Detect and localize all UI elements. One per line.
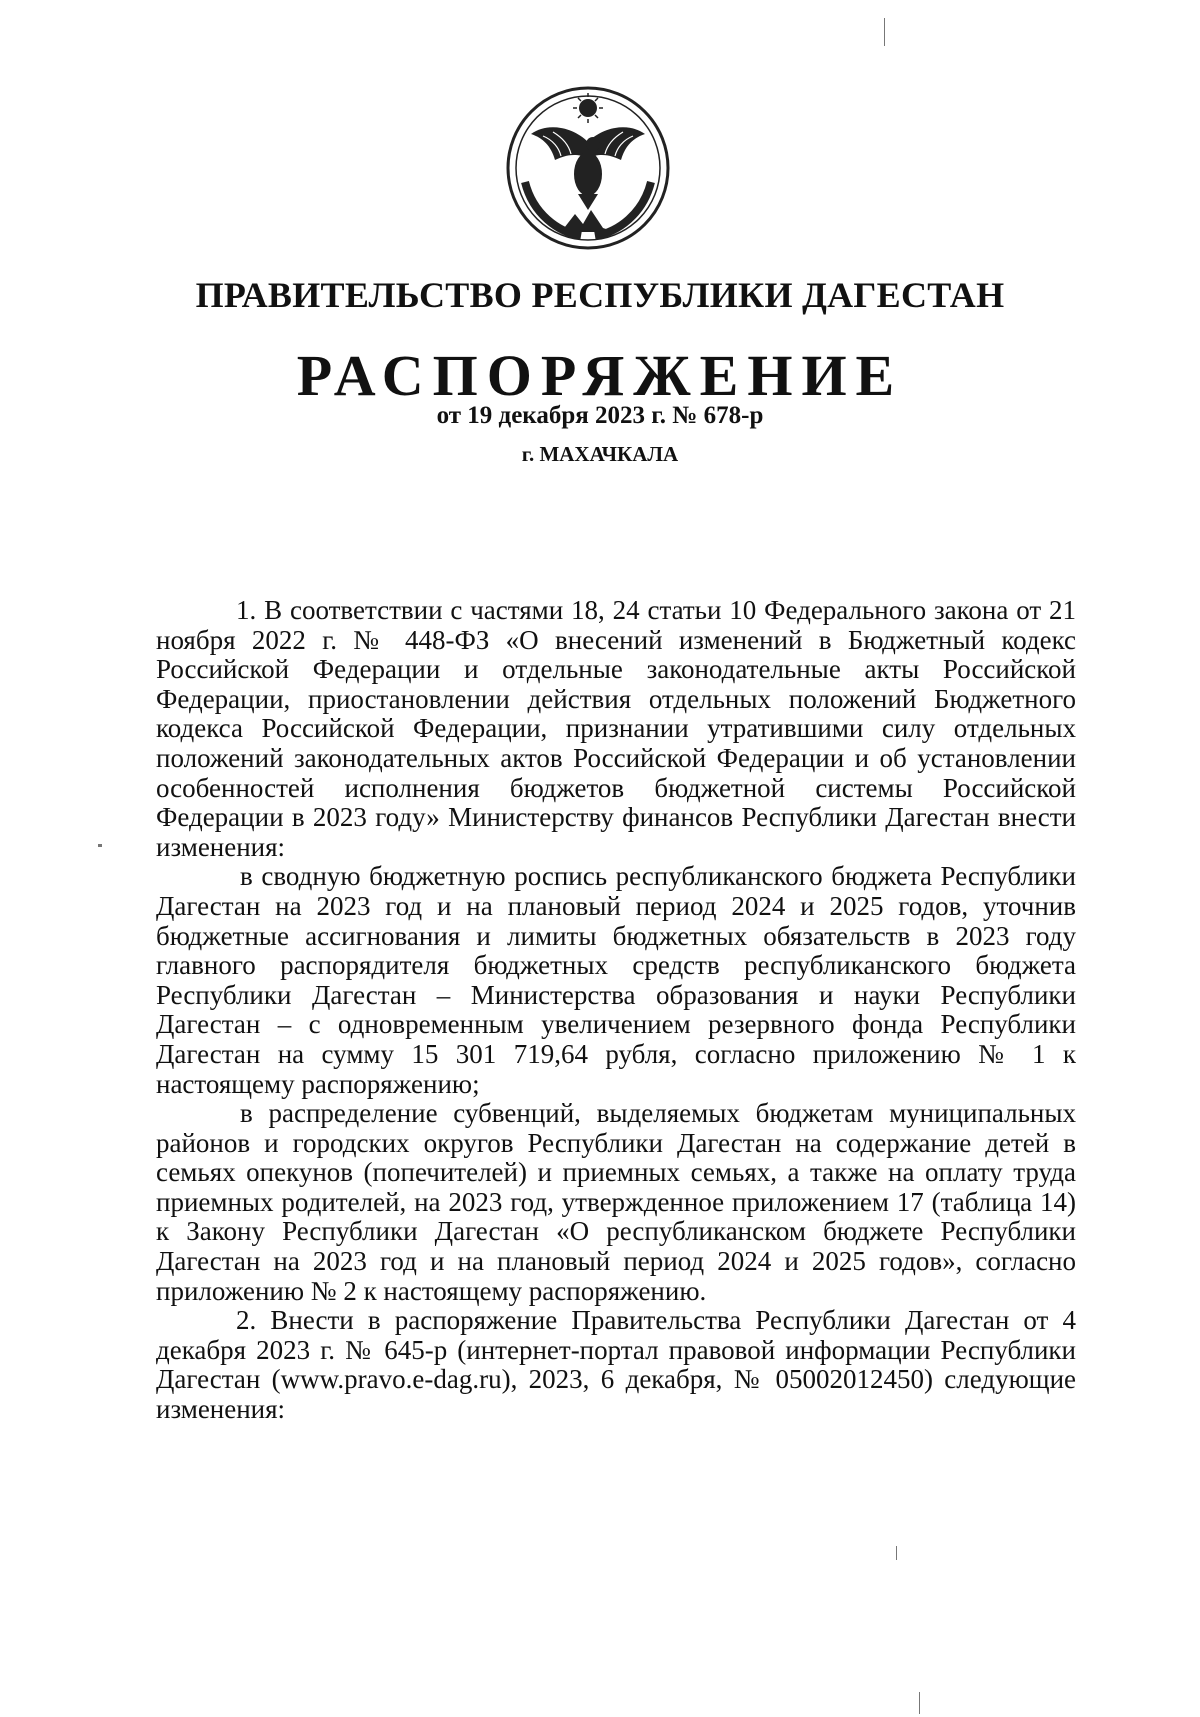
paragraph-2: 2. Внести в распоряжение Правительства Республики Дагестан от 4 декабря 2023 г. № 645-р (интернет-портал правовой информации Республики Дагестан (www.pravo.e-dag.ru), 2023, 6 декабря, № 05002012450) следующие изменения: [156, 1305, 1076, 1425]
scan-mark [896, 1546, 897, 1560]
document-type: РАСПОРЯЖЕНИЕ [296, 343, 904, 408]
scan-mark [919, 1692, 920, 1714]
dagestan-coat-of-arms-icon [503, 82, 673, 254]
scan-mark [98, 844, 102, 847]
document-city: г. МАХАЧКАЛА [521, 442, 679, 466]
document-body [156, 596, 1076, 1425]
paragraph-1: 1. В соответствии с частями 18, 24 статьи 10 Федерального закона от 21 ноября 2022 г. № 448-ФЗ «О внесений изменений в Бюджетный кодекс Российской Федерации и отдельные законодательные акты Российской Федерации, приостановлении действия отдельных положений Бюджетного кодекса Российской Федерации, признании утратившими силу отдельных положений законодательных актов Российской Федерации и об установлении особенностей исполнения бюджетов бюджетной системы Российской Федерации в 2023 году» Министерству финансов Республики Дагестан внести изменения: [156, 595, 1076, 862]
government-title: ПРАВИТЕЛЬСТВО РЕСПУБЛИКИ ДАГЕСТАН [195, 275, 1005, 315]
document-date-number: от 19 декабря 2023 г. № 678-р [436, 402, 764, 429]
paragraph-budget-list: в сводную бюджетную роспись республиканского бюджета Республики Дагестан на 2023 год и на плановый период 2024 и 2025 годов, уточнив бюджетные ассигнования и лимиты бюджетных обязательств в 2023 году главного распорядителя бюджетных средств республиканского бюджета Республики Дагестан – Министерства образования и науки Республики Дагестан – с одновременным увеличением резервного фонда Республики Дагестан на сумму 15 301 719,64 рубля, согласно приложению № 1 к настоящему распоряжению; [156, 861, 1076, 1099]
paragraph-subventions: в распределение субвенций, выделяемых бюджетам муниципальных районов и городских округов Республики Дагестан на содержание детей в семьях опекунов (попечителей) и приемных семьях, а также на оплату труда приемных родителей, на 2023 год, утвержденное приложением 17 (таблица 14) к Закону Республики Дагестан «О республиканском бюджете Республики Дагестан на 2023 год и на плановый период 2024 и 2025 годов», согласно приложению № 2 к настоящему распоряжению. [156, 1098, 1076, 1306]
scan-mark [884, 18, 885, 46]
